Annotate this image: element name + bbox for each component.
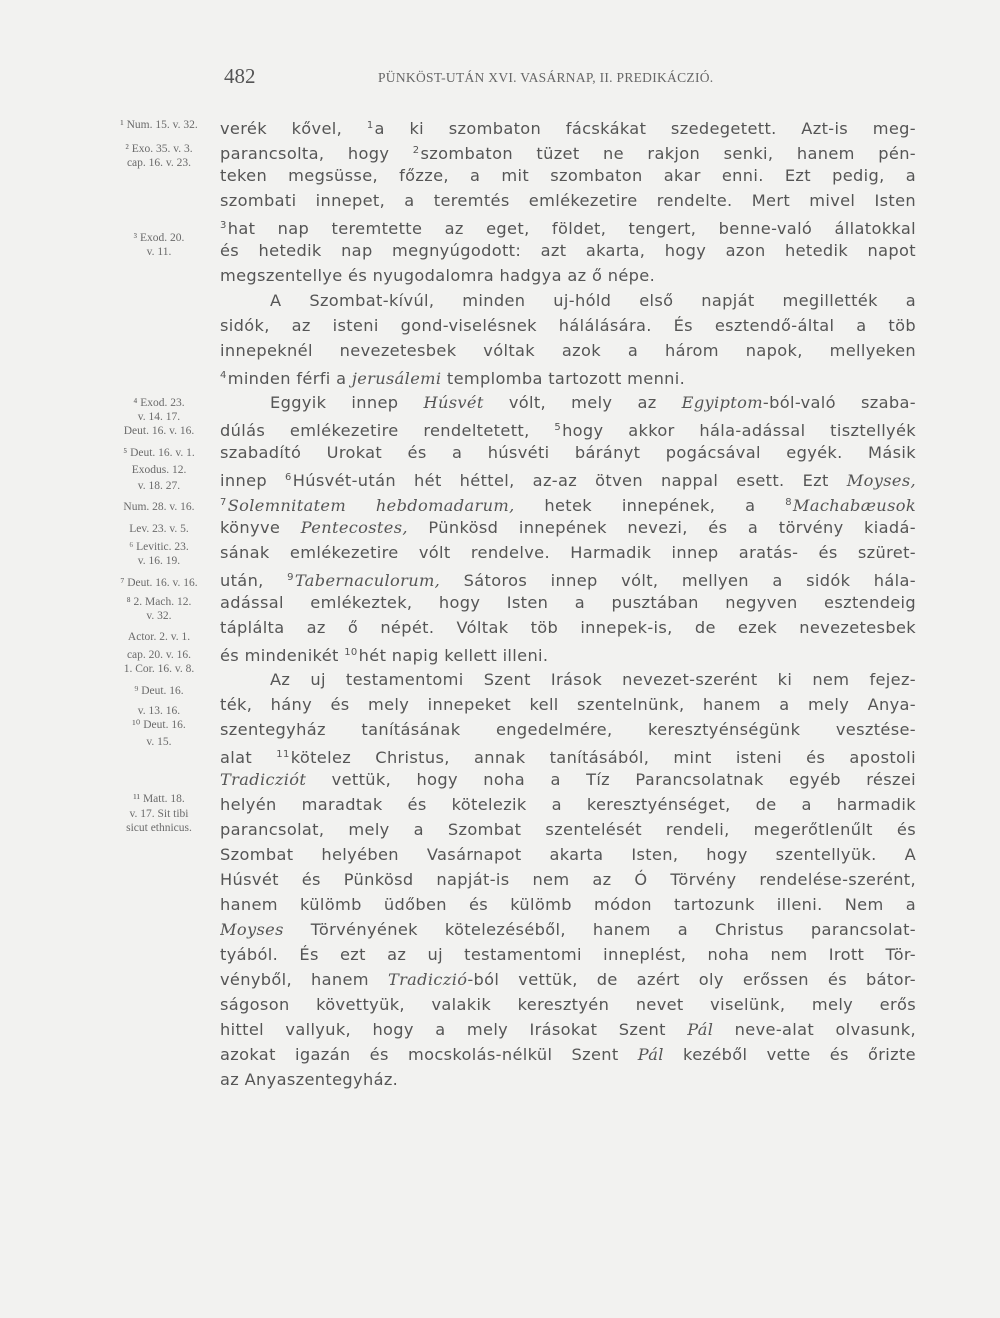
text-line: dúlás emlékezetire rendeltetett, $^5$hogy akkor hála-adással tisztellyék <box>220 421 916 440</box>
text-line: parancsolat, mely a Szombat szentelését rendeli, megerőtlenűlt és <box>220 820 916 839</box>
text-line: sának emlékezetire vólt rendelve. Harmadik innep aratás- és szüret- <box>220 543 916 562</box>
text-line: verék kővel, $^1$a ki szombaton fácskákat szedegetett. Azt-is meg- <box>220 119 916 138</box>
text-line: táplálta az ő népét. Vóltak töb innepek-is, de ezek nevezetesbek <box>220 618 916 637</box>
margin-note: v. 18. 27. <box>137 480 181 492</box>
text-line: és mindenikét $^{10}$hét napig kellett illeni. <box>220 646 549 665</box>
footnote-ref: 4 <box>220 370 227 381</box>
text-line: helyén maradtak és kötelezik a keresztyénséget, de a harmadik <box>220 795 916 814</box>
footnote-ref: 8 <box>785 497 792 508</box>
text-line: ságoson követtyük, valakik keresztyén nevet viselünk, mely erős <box>220 995 916 1014</box>
text-line: innepeknél nevezetesbek vóltak azok a három napok, mellyeken <box>220 341 916 360</box>
text-line: megszentellye és nyugodalomra hadgya az ő népe. <box>220 266 656 285</box>
footnote-ref: 9 <box>287 572 294 583</box>
footnote-ref: 10 <box>344 647 358 658</box>
footnote-ref: 11 <box>276 749 290 760</box>
margin-note: Exodus. 12. <box>131 464 187 476</box>
margin-note: ⁶ Levitic. 23. <box>129 541 189 553</box>
text-line: $^3$hat nap teremtette az eget, földet, tengert, benne-való állatokkal <box>220 219 916 238</box>
margin-note: v. 15. <box>146 736 172 748</box>
margin-note: cap. 16. v. 23. <box>126 157 192 169</box>
margin-note: 1. Cor. 16. v. 8. <box>123 663 195 675</box>
text-line: vényből, hanem Tradiczió-ból vettük, de azért oly erőssen és bátor- <box>220 970 916 989</box>
margin-note: cap. 20. v. 16. <box>126 649 192 661</box>
text-line: Szombat helyében Vasárnapot akarta Isten, hogy szentellyük. A <box>220 845 916 864</box>
text-line: Eggyik innep Húsvét vólt, mely az Egyiptom-ból-való szaba- <box>270 393 916 412</box>
text-line: Moyses Törvényének kötelezéséből, hanem a Christus parancsolat- <box>220 920 916 939</box>
footnote-ref: 3 <box>220 220 227 231</box>
margin-note: v. 16. 19. <box>137 555 181 567</box>
margin-note: v. 32. <box>146 610 172 622</box>
text-line: parancsolta, hogy $^2$szombaton tüzet ne rakjon senki, hanem pén- <box>220 144 916 163</box>
margin-note: ¹⁰ Deut. 16. <box>132 719 186 731</box>
margin-note: sicut ethnicus. <box>126 822 192 834</box>
text-line: ték, hány és mely innepeket kell szentelnünk, hanem a mely Anya- <box>220 695 916 714</box>
margin-note: ¹¹ Matt. 18. <box>133 793 185 805</box>
text-line: Az uj testamentomi Szent Irások nevezet-szerént ki nem fejez- <box>270 670 916 689</box>
body-text <box>220 113 916 1092</box>
margin-note: Num. 28. v. 16. <box>123 501 195 513</box>
margin-note: ⁵ Deut. 16. v. 1. <box>123 447 195 459</box>
text-line: után, $^9$Tabernaculorum, Sátoros innep vólt, mellyen a sidók hála- <box>220 571 916 590</box>
margin-note: ⁴ Exod. 23. <box>133 397 185 409</box>
margin-note: ⁸ 2. Mach. 12. <box>126 596 192 608</box>
margin-note: Actor. 2. v. 1. <box>127 631 191 643</box>
margin-note: ³ Exod. 20. <box>133 232 185 244</box>
footnote-ref: 6 <box>285 472 292 483</box>
text-line: hanem külömb üdőben és külömb módon tartozunk illeni. Nem a <box>220 895 916 914</box>
text-line: $^4$minden férfi a jerusálemi templomba tartozott menni. <box>220 369 686 388</box>
text-line: azokat igazán és mocskolás-nélkül Szent Pál kezéből vette és őrizte <box>220 1045 916 1064</box>
margin-note: ⁹ Deut. 16. <box>134 685 184 697</box>
text-line: A Szombat-kívúl, minden uj-hóld első napját megillették a <box>270 291 916 310</box>
margin-note: Lev. 23. v. 5. <box>129 523 189 535</box>
text-line: sidók, az isteni gond-viselésnek hálálására. És esztendő-által a töb <box>220 316 916 335</box>
text-line: szabadító Urokat és a húsvéti bárányt pogácsával egyék. Másik <box>220 443 916 462</box>
text-line: adással emlékeztek, hogy Isten a pusztában negyven esztendeig <box>220 593 916 612</box>
text-line: és hetedik nap megnyúgodott: azt akarta, hogy azon hetedik napot <box>220 241 916 260</box>
margin-note: v. 14. 17. <box>137 411 181 423</box>
margin-note: ⁷ Deut. 16. v. 16. <box>120 577 198 589</box>
text-line: az Anyaszentegyház. <box>220 1070 399 1089</box>
text-line: szentegyház tanításának engedelmére, keresztyénségünk vesztése- <box>220 720 916 739</box>
margin-note: v. 13. 16. <box>137 705 181 717</box>
footnote-ref: 1 <box>366 120 374 131</box>
margin-note: v. 17. Sit tibi <box>129 808 189 820</box>
margin-note: ² Exo. 35. v. 3. <box>125 143 193 155</box>
page-number: 482 <box>224 64 256 88</box>
footnote-ref: 2 <box>412 145 420 156</box>
running-title: PÜNKÖST-UTÁN XVI. VASÁRNAP, II. PREDIKÁCZIÓ. <box>378 70 714 85</box>
text-line: tyából. És ezt az uj testamentomi inneplést, noha nem Irott Tör- <box>220 945 916 964</box>
text-line: innep $^6$Húsvét-után hét héttel, az-az ötven nappal esett. Ezt Moyses, <box>220 471 916 490</box>
footnote-ref: 7 <box>220 497 227 508</box>
text-line: Húsvét és Pünkösd napját-is nem az Ó Törvény rendelése-szerént, <box>220 870 916 889</box>
text-line: szombati innepet, a teremtés emlékezetire rendelte. Mert mivel Isten <box>220 191 916 210</box>
text-line: hittel vallyuk, hogy a mely Irásokat Szent Pál neve-alat olvasunk, <box>220 1020 916 1039</box>
text-line: $^7$Solemnitatem hebdomadarum, hetek innepének, a $^8$Machabæusok <box>220 496 916 515</box>
text-line: könyve Pentecostes, Pünkösd innepének nevezi, és a törvény kiadá- <box>220 518 916 537</box>
footnote-ref: 5 <box>554 422 562 433</box>
text-line: Tradicziót vettük, hogy noha a Tíz Parancsolatnak egyéb részei <box>220 770 916 789</box>
margin-note: v. 11. <box>146 246 172 258</box>
margin-note: Deut. 16. v. 16. <box>123 425 195 437</box>
text-line: teken megsüsse, főzze, a mit szombaton akar enni. Ezt pedig, a <box>220 166 916 185</box>
margin-notes <box>100 0 220 1318</box>
margin-note: ¹ Num. 15. v. 32. <box>120 119 198 131</box>
text-line: alat $^{11}$kötelez Christus, annak tanításából, mint isteni és apostoli <box>220 748 916 767</box>
